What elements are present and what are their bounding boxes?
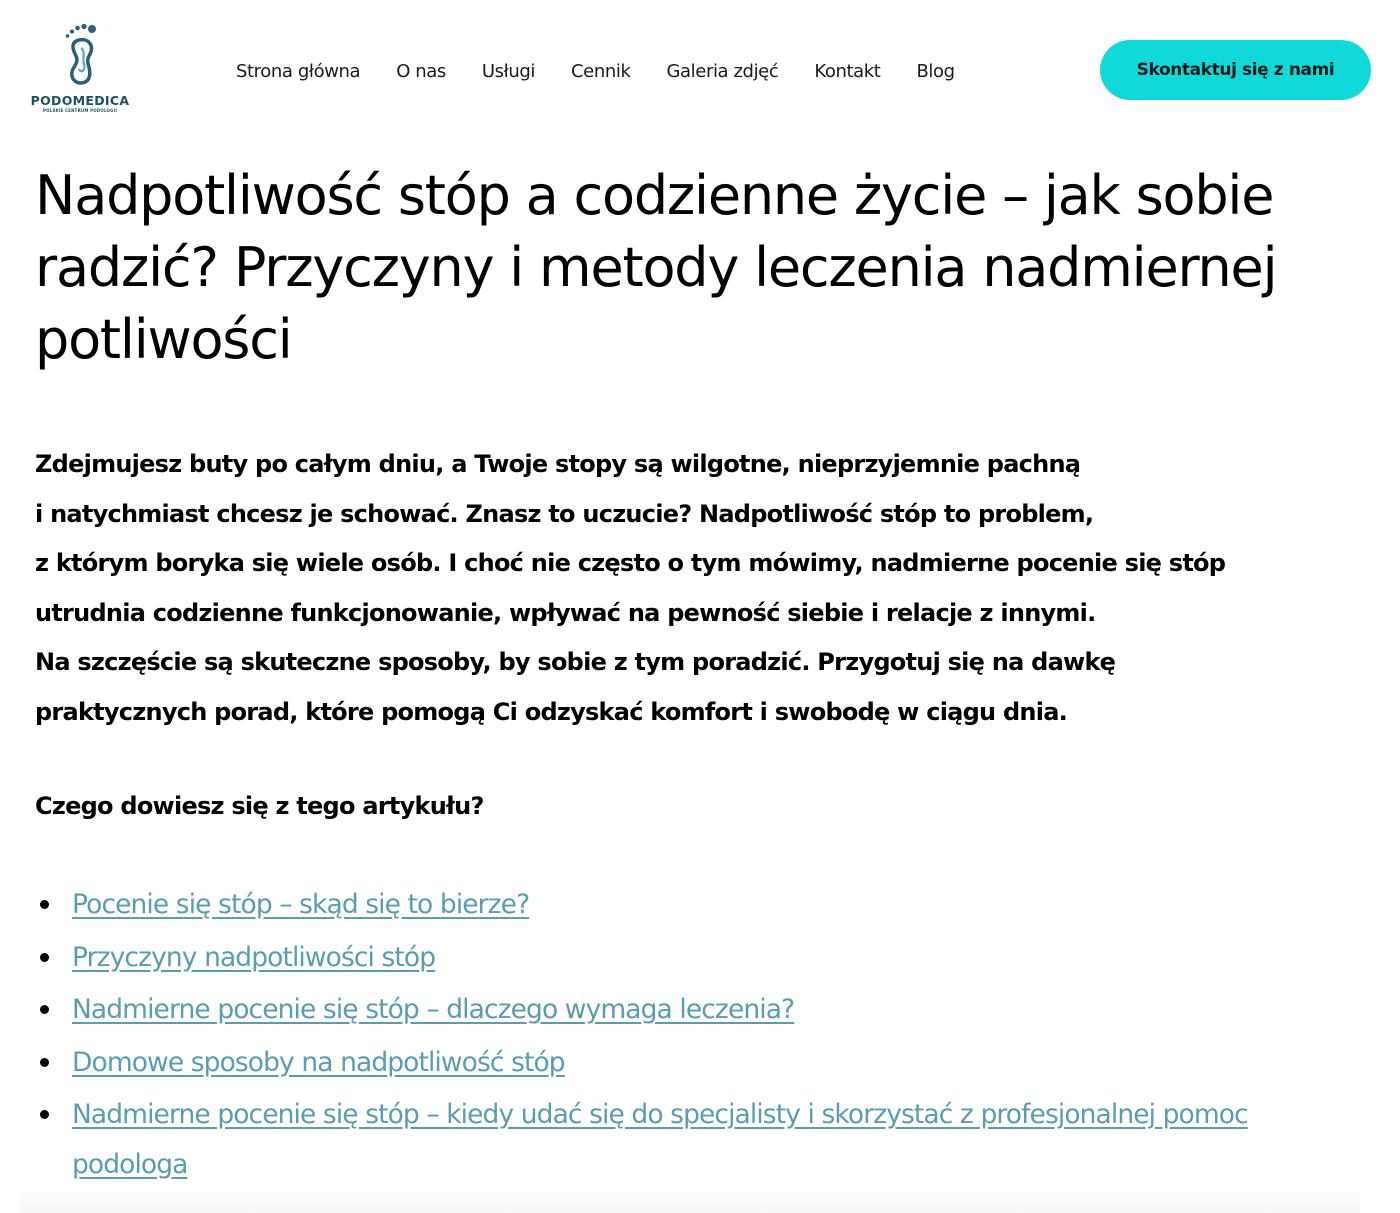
toc-link-why-treatment[interactable]: Nadmierne pocenie się stóp – dlaczego wymaga leczenia?: [72, 994, 795, 1025]
toc-heading: Czego dowiesz się z tego artykułu?: [35, 792, 484, 820]
article-title: Nadpotliwość stóp a codzienne życie – jak sobie radzić? Przyczyny i metody leczenia nadmiernej potliwości: [35, 164, 1277, 371]
bullet-icon: [40, 1005, 49, 1014]
list-item: [35, 1090, 1335, 1189]
toc-link-sweating-causes[interactable]: Pocenie się stóp – skąd się to bierze?: [72, 889, 530, 920]
bullet-icon: [40, 953, 49, 962]
list-item: [35, 933, 1335, 986]
toc-link-home-remedies[interactable]: Domowe sposoby na nadpotliwość stóp: [72, 1046, 565, 1078]
toc-link-specialist-help[interactable]: [72, 1090, 1335, 1189]
nav-gallery[interactable]: Galeria zdjęć: [666, 61, 779, 82]
article-lead: [35, 440, 1365, 737]
list-item: [35, 1038, 1335, 1091]
lead-line: z którym boryka się wiele osób. I choć nie często o tym mówimy, nadmierne pocenie się stóp: [35, 549, 1226, 577]
logo[interactable]: [22, 20, 140, 116]
toc-link-line: podologa: [72, 1148, 188, 1180]
logo-name: PODOMEDICA: [30, 93, 130, 108]
main-nav: [236, 58, 955, 86]
nav-services[interactable]: Usługi: [481, 61, 536, 82]
list-item: [35, 880, 1335, 933]
foot-logo-icon: [59, 22, 103, 86]
nav-contact[interactable]: Kontakt: [814, 61, 881, 82]
bullet-icon: [40, 900, 49, 909]
bullet-icon: [40, 1110, 49, 1119]
lead-line: utrudnia codzienne funkcjonowanie, wpływać na pewność siebie i relacje z innymi.: [35, 598, 1096, 627]
logo-tagline: POLSKIE CENTRUM PODOLOGII: [42, 108, 118, 113]
site-header: [0, 0, 1400, 135]
nav-about[interactable]: O nas: [396, 61, 446, 82]
lead-line: i natychmiast chcesz je schować. Znasz to uczucie? Nadpotliwość stóp to problem,: [35, 499, 1094, 528]
lead-line: Zdejmujesz buty po całym dniu, a Twoje stopy są wilgotne, nieprzyjemnie pachną: [35, 450, 1081, 478]
content-bottom-edge: [20, 1188, 1360, 1213]
toc-link-line: Nadmierne pocenie się stóp – kiedy udać się do specjalisty i skorzystać z profesjonalnej pomoc: [72, 1099, 1248, 1130]
nav-home[interactable]: Strona główna: [236, 61, 361, 82]
nav-blog[interactable]: Blog: [916, 61, 955, 82]
lead-line: praktycznych porad, które pomogą Ci odzyskać komfort i swobodę w ciągu dnia.: [35, 697, 1068, 726]
list-item: [35, 985, 1335, 1038]
nav-pricing[interactable]: Cennik: [571, 61, 631, 82]
bullet-icon: [40, 1058, 49, 1067]
table-of-contents: [35, 880, 1335, 1189]
toc-link-hyperhidrosis-reasons[interactable]: Przyczyny nadpotliwości stóp: [72, 941, 436, 973]
contact-us-button[interactable]: Skontaktuj się z nami: [1100, 40, 1371, 100]
lead-line: Na szczęście są skuteczne sposoby, by sobie z tym poradzić. Przygotuj się na dawkę: [35, 648, 1116, 676]
